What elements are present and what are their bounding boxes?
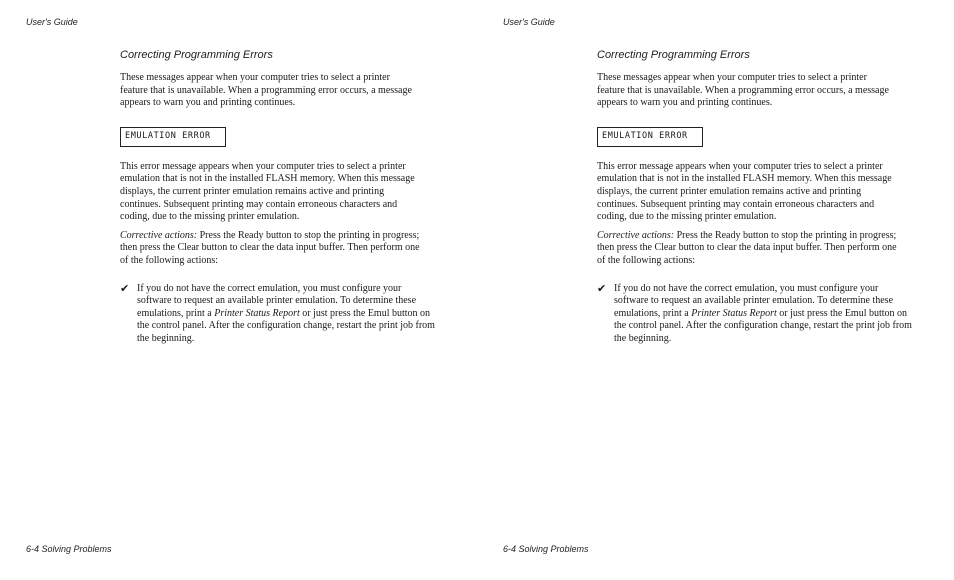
- corrective-paragraph: [120, 230, 425, 268]
- section-title: Correcting Programming Errors: [597, 49, 750, 61]
- error-message-box: EMULATION ERROR: [597, 127, 703, 147]
- corrective-label: Corrective actions:: [120, 229, 198, 241]
- corrective-text: Press the Ready button to stop the printing in progress; then press the Clear button to clear the data input buffer. Then perform one of the following actions:: [597, 229, 897, 266]
- report-name: Printer Status Report: [214, 307, 300, 319]
- report-name: Printer Status Report: [691, 307, 777, 319]
- check-mark-icon: ✔: [597, 281, 607, 295]
- right-page: [477, 0, 954, 580]
- bullet-text-end: or just press the Emul button on the control panel. After the configuration change, restart the print job from the beginning.: [137, 307, 435, 344]
- bullet-text-end: or just press the Emul button on the control panel. After the configuration change, restart the print job from the beginning.: [614, 307, 912, 344]
- check-mark-icon: ✔: [120, 281, 130, 295]
- bullet-text: If you do not have the correct emulation, you must configure your software to request an available printer emulation. To determine these emulations, print a: [137, 282, 417, 319]
- running-head: User's Guide: [26, 17, 78, 27]
- error-message-box: EMULATION ERROR: [120, 127, 226, 147]
- bullet-text: If you do not have the correct emulation, you must configure your software to request an available printer emulation. To determine these emulations, print a: [614, 282, 894, 319]
- description-paragraph: This error message appears when your computer tries to select a printer emulation that is not in the installed FLASH memory. When this message displays, the current printer emulation remains active and printing continues. Subsequent printing may contain erroneous characters and coding, due to the missing printer emulation.: [597, 160, 892, 223]
- description-paragraph: This error message appears when your computer tries to select a printer emulation that is not in the installed FLASH memory. When this message displays, the current printer emulation remains active and printing continues. Subsequent printing may contain erroneous characters and coding, due to the missing printer emulation.: [120, 160, 415, 223]
- section-title: Correcting Programming Errors: [120, 49, 273, 61]
- running-foot: 6-4 Solving Problems: [503, 544, 589, 554]
- intro-paragraph: These messages appear when your computer tries to select a printer feature that is unavailable. When a programming error occurs, a message appears to warn you and printing continues.: [120, 72, 412, 109]
- intro-paragraph: These messages appear when your computer tries to select a printer feature that is unavailable. When a programming error occurs, a message appears to warn you and printing continues.: [597, 72, 889, 109]
- corrective-paragraph: [597, 230, 902, 268]
- page-content: [120, 49, 435, 346]
- list-item: [597, 283, 914, 346]
- list-item: [120, 283, 437, 346]
- corrective-label: Corrective actions:: [597, 229, 675, 241]
- running-head: User's Guide: [503, 17, 555, 27]
- page-content: [597, 49, 912, 346]
- corrective-text: Press the Ready button to stop the printing in progress; then press the Clear button to clear the data input buffer. Then perform one of the following actions:: [120, 229, 420, 266]
- running-foot: 6-4 Solving Problems: [26, 544, 112, 554]
